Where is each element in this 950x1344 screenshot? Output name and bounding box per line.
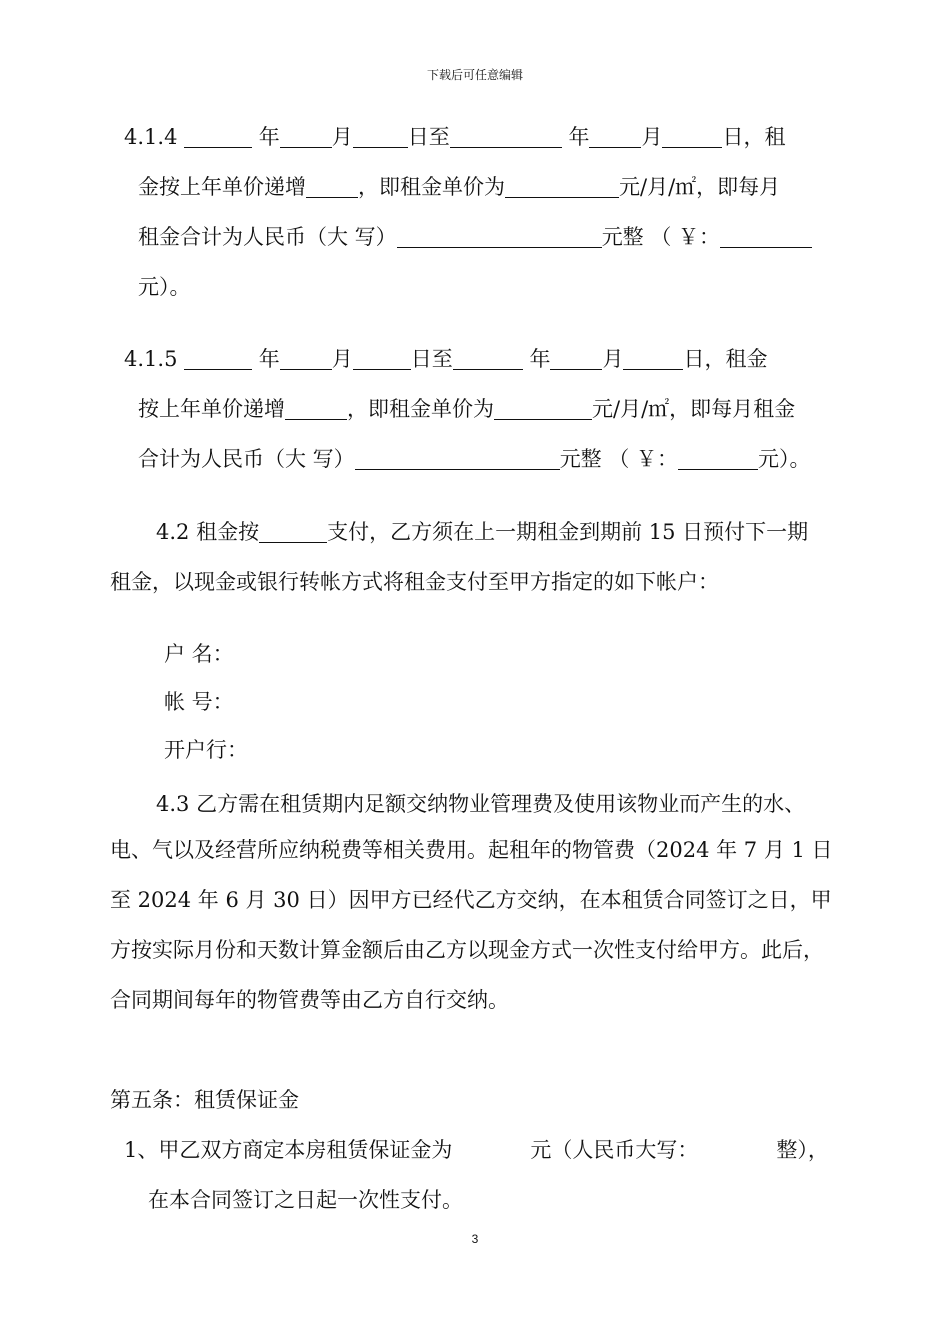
text: ，即租金单价为 bbox=[347, 397, 494, 421]
blank-field bbox=[184, 125, 252, 148]
clause-4-1-4-line-2 bbox=[138, 173, 780, 201]
text: 年 bbox=[252, 347, 280, 371]
text: 租金合计为人民币（大 写） bbox=[138, 225, 397, 249]
clause-4-2-line-1 bbox=[156, 518, 808, 546]
text: 整）， bbox=[776, 1138, 829, 1162]
text: 年 bbox=[252, 125, 280, 149]
article-5-item-1-line-1 bbox=[124, 1136, 829, 1164]
text: 月 bbox=[602, 347, 624, 371]
blank-field bbox=[494, 397, 592, 420]
text: 月 bbox=[641, 125, 663, 149]
blank-field bbox=[280, 347, 332, 370]
blank-field bbox=[306, 175, 358, 198]
blank-field bbox=[505, 175, 619, 198]
clause-number: 4.1.5 bbox=[124, 347, 185, 371]
text: 年 bbox=[522, 347, 551, 371]
text: 元）。 bbox=[758, 447, 811, 471]
blank-field bbox=[397, 225, 602, 248]
text: 按上年单价递增 bbox=[138, 397, 285, 421]
text: 支付，乙方须在上一期租金到期前 15 日预付下一期 bbox=[327, 520, 809, 544]
blank-field bbox=[450, 125, 562, 148]
text: 金按上年单价递增 bbox=[138, 175, 306, 199]
account-number-label: 帐 号： bbox=[164, 690, 234, 714]
clause-4-1-4-line-4: 元）。 bbox=[138, 275, 191, 299]
page-number: 3 bbox=[471, 1232, 479, 1246]
text: 年 bbox=[561, 125, 590, 149]
text: 4.2 租金按 bbox=[156, 520, 260, 544]
blank-field bbox=[280, 125, 332, 148]
text: 元整 （ ￥： bbox=[601, 225, 721, 249]
clause-4-3-line-3: 至 2024 年 6 月 30 日）因甲方已经代乙方交纳，在本租赁合同签订之日，甲 bbox=[110, 888, 832, 912]
blank-field bbox=[662, 125, 722, 148]
article-5-title: 第五条：租赁保证金 bbox=[110, 1088, 299, 1112]
blank-field bbox=[259, 520, 327, 543]
text: 日至 bbox=[407, 125, 450, 149]
text: 日，租金 bbox=[683, 347, 768, 371]
blank-field bbox=[285, 397, 347, 420]
clause-4-3-line-5: 合同期间每年的物管费等由乙方自行交纳。 bbox=[110, 988, 509, 1012]
page-header: 下载后可任意编辑 bbox=[426, 68, 523, 82]
clause-4-1-5-line-1 bbox=[124, 345, 767, 373]
text: 元（人民币大写： bbox=[530, 1138, 699, 1162]
text: 元整 （ ￥： bbox=[559, 447, 679, 471]
clause-4-1-4-line-3 bbox=[138, 223, 812, 251]
text: ，即租金单价为 bbox=[358, 175, 505, 199]
clause-4-1-5-line-2 bbox=[138, 395, 795, 423]
text: 日至 bbox=[410, 347, 453, 371]
blank-field bbox=[589, 125, 641, 148]
clause-4-1-4-line-1 bbox=[124, 123, 785, 151]
blank-field bbox=[353, 347, 411, 370]
clause-4-2-line-2: 租金，以现金或银行转帐方式将租金支付至甲方指定的如下帐户： bbox=[110, 570, 719, 594]
text: 1、甲乙双方商定本房租赁保证金为 bbox=[124, 1138, 453, 1162]
blank-field bbox=[550, 347, 602, 370]
text: 元/月/㎡，即每月租金 bbox=[592, 397, 796, 421]
article-5-item-1-line-2: 在本合同签订之日起一次性支付。 bbox=[148, 1188, 463, 1212]
blank-field bbox=[453, 347, 523, 370]
blank-field bbox=[720, 225, 812, 248]
blank-field bbox=[678, 447, 758, 470]
clause-number: 4.1.4 bbox=[124, 125, 185, 149]
bank-label: 开户行： bbox=[164, 738, 248, 762]
blank-field bbox=[355, 447, 560, 470]
clause-4-1-5-line-3 bbox=[138, 445, 811, 473]
text: 月 bbox=[331, 125, 353, 149]
clause-4-3-line-2: 电、气以及经营所应纳税费等相关费用。起租年的物管费（2024 年 7 月 1 日 bbox=[110, 838, 833, 862]
blank-field bbox=[623, 347, 683, 370]
text: 日，租 bbox=[722, 125, 786, 149]
text: 合计为人民币（大 写） bbox=[138, 447, 355, 471]
account-name-label: 户 名： bbox=[164, 642, 234, 666]
text: 元/月/㎡，即每月 bbox=[619, 175, 781, 199]
clause-4-3-line-4: 方按实际月份和天数计算金额后由乙方以现金方式一次性支付给甲方。此后， bbox=[110, 938, 824, 962]
text: 月 bbox=[331, 347, 353, 371]
blank-field bbox=[353, 125, 408, 148]
blank-field bbox=[184, 347, 252, 370]
clause-4-3-line-1: 4.3 乙方需在租赁期内足额交纳物业管理费及使用该物业而产生的水、 bbox=[156, 792, 806, 816]
